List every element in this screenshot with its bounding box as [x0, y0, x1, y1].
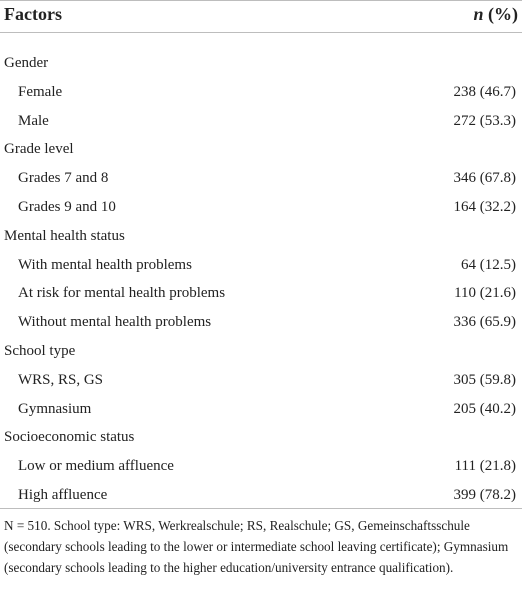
row-value-at-risk: 110 (21.6) [454, 285, 516, 302]
row-value-without-problems: 336 (65.9) [453, 314, 516, 331]
row-value-gymnasium: 205 (40.2) [453, 400, 516, 417]
row-label-grades-9-10: Grades 9 and 10 [18, 198, 116, 215]
table-row [0, 223, 522, 252]
table-row [0, 252, 522, 281]
row-label-at-risk: At risk for mental health problems [18, 285, 226, 302]
table-row [0, 79, 522, 108]
table-row [0, 367, 522, 396]
table-footnote: N = 510. School type: WRS, Werkrealschule; RS, Realschule; GS, Gemeinschaftsschule (secondary schools leading to the lower or intermediate school leaving certificate); Gymnasium (secondary schools leading to the higher education/university entrance qualification). [4, 518, 509, 575]
row-label-grades-7-8: Grades 7 and 8 [18, 170, 109, 187]
row-value-grades-9-10: 164 (32.2) [453, 198, 516, 215]
header-n-suffix: (%) [483, 4, 518, 24]
row-label-high-affluence: High affluence [18, 486, 108, 503]
table-row [0, 280, 522, 309]
table-row [0, 50, 522, 79]
header-factors: Factors [4, 4, 62, 24]
row-label-male: Male [18, 112, 49, 129]
row-label-with-problems: With mental health problems [18, 256, 192, 273]
table-row [0, 396, 522, 425]
table-row [0, 165, 522, 194]
header-n-percent [473, 4, 518, 25]
row-label-gymnasium: Gymnasium [18, 400, 92, 417]
table-row [0, 424, 522, 453]
row-value-wrs-rs-gs: 305 (59.8) [453, 371, 516, 388]
row-value-with-problems: 64 (12.5) [461, 256, 516, 273]
row-value-grades-7-8: 346 (67.8) [453, 170, 516, 187]
table-header [0, 0, 522, 33]
group-label-socioeconomic: Socioeconomic status [4, 429, 135, 446]
row-label-female: Female [18, 83, 63, 100]
table-row [0, 108, 522, 137]
row-label-low-medium: Low or medium affluence [18, 458, 174, 475]
row-label-without-problems: Without mental health problems [18, 314, 212, 331]
table-row [0, 338, 522, 367]
table-row [0, 482, 522, 511]
row-value-male: 272 (53.3) [453, 112, 516, 129]
group-label-mental-health: Mental health status [4, 227, 125, 244]
table-row [0, 453, 522, 482]
row-value-high-affluence: 399 (78.2) [453, 486, 516, 503]
table-row [0, 136, 522, 165]
table-row [0, 309, 522, 338]
table-row [0, 194, 522, 223]
group-label-grade-level: Grade level [4, 141, 74, 158]
table-body [0, 50, 522, 511]
group-label-school-type: School type [4, 342, 76, 359]
row-value-low-medium: 111 (21.8) [454, 458, 516, 475]
header-n-symbol: n [473, 4, 484, 24]
row-value-female: 238 (46.7) [453, 83, 516, 100]
table-bottom-rule [0, 508, 522, 509]
group-label-gender: Gender [4, 55, 49, 71]
row-label-wrs-rs-gs: WRS, RS, GS [18, 371, 104, 388]
